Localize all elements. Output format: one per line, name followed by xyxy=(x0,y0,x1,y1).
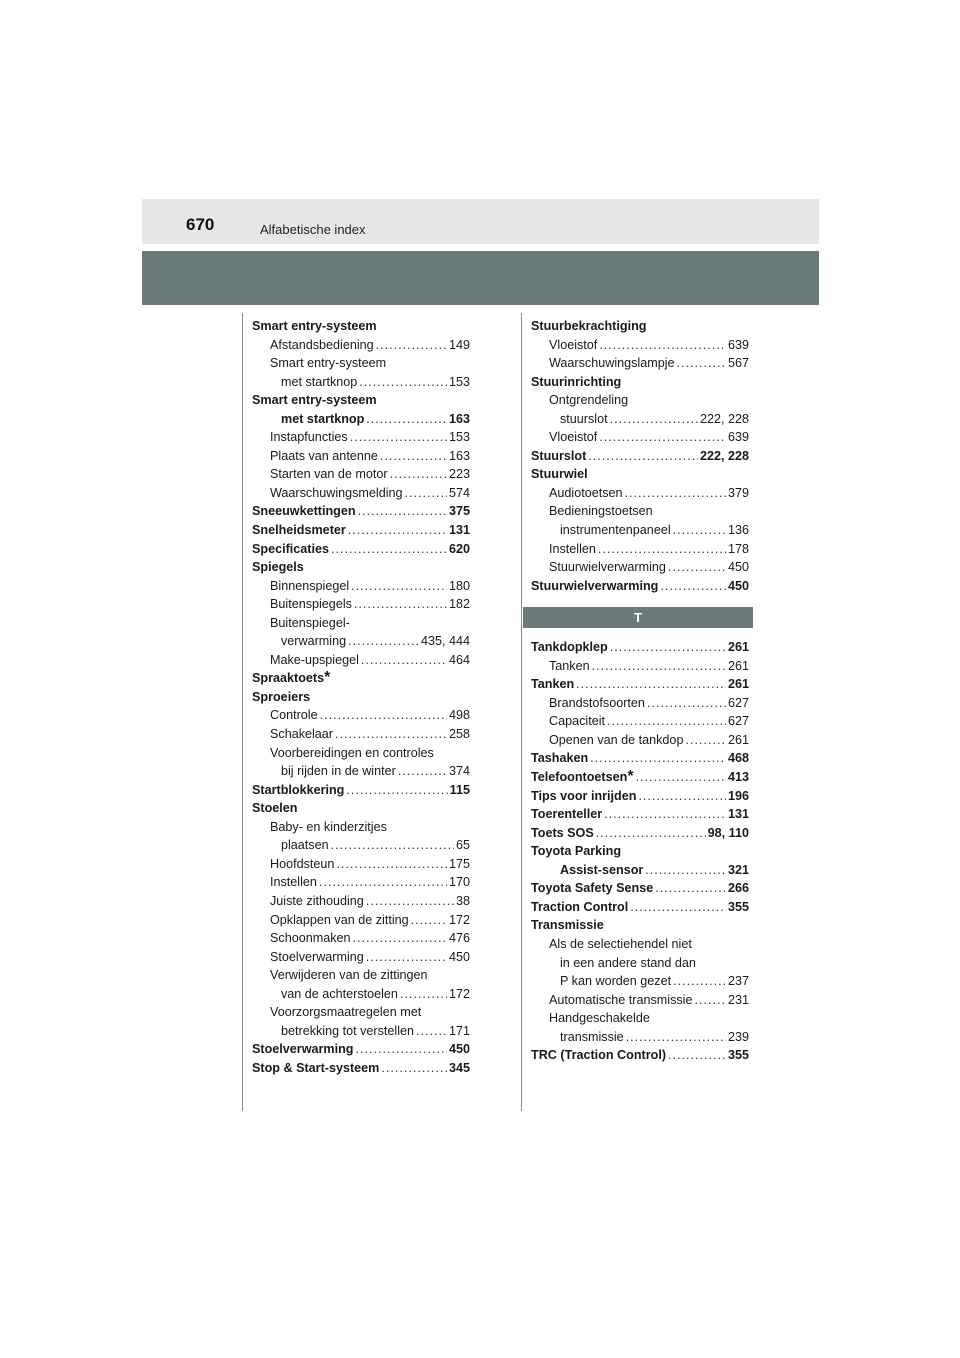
index-entry-term: Make-upspiegel xyxy=(270,652,359,667)
index-entry-term: Telefoontoetsen xyxy=(531,770,628,785)
index-entry-term: Sproeiers xyxy=(252,689,311,704)
index-entry-page: 261 xyxy=(727,732,749,747)
dot-leader xyxy=(599,428,726,447)
index-entry-term: bij rijden in de winter xyxy=(281,764,396,779)
index-entry-term: Tips voor inrijden xyxy=(531,788,637,803)
dot-leader xyxy=(576,675,726,694)
index-group-s-continued xyxy=(531,317,749,595)
index-entry-term: Capaciteit xyxy=(549,714,606,729)
index-entry-term: Binnenspiegel xyxy=(270,578,350,593)
index-entry xyxy=(531,805,749,824)
index-entry-page: 450 xyxy=(448,1042,470,1057)
index-entry xyxy=(252,799,470,818)
index-entry-term: Spiegels xyxy=(252,560,304,575)
index-entry xyxy=(252,391,470,410)
dot-leader xyxy=(390,465,447,484)
index-entry xyxy=(531,898,749,917)
dot-leader xyxy=(655,879,726,898)
index-entry xyxy=(252,1059,470,1078)
index-entry xyxy=(531,354,749,373)
index-entry-term: Tanken xyxy=(549,658,590,673)
section-letter-tab: T xyxy=(523,607,753,628)
index-entry xyxy=(531,465,749,484)
index-entry-term: Juiste zithouding xyxy=(270,893,364,908)
dot-leader xyxy=(610,638,726,657)
dot-leader xyxy=(366,892,454,911)
index-entry-page: 261 xyxy=(727,640,749,655)
index-entry xyxy=(252,762,470,781)
index-entry xyxy=(252,373,470,392)
index-entry-term: Smart entry-systeem xyxy=(270,356,387,371)
index-entry-term: Vloeistof xyxy=(549,430,598,445)
index-entry xyxy=(531,749,749,768)
dot-leader xyxy=(405,484,447,503)
index-entry xyxy=(252,521,470,540)
dot-leader xyxy=(685,731,726,750)
dot-leader xyxy=(354,595,447,614)
index-entry xyxy=(531,787,749,806)
index-entry-term: Brandstofsoorten xyxy=(549,695,645,710)
index-entry-term: Handgeschakelde xyxy=(549,1011,650,1026)
index-entry xyxy=(531,336,749,355)
index-entry-term: Schoonmaken xyxy=(270,931,351,946)
dot-leader xyxy=(596,824,706,843)
index-entry xyxy=(531,447,749,466)
index-entry-term: Tashaken xyxy=(531,751,589,766)
index-entry xyxy=(252,354,470,373)
index-entry-page: 222, 228 xyxy=(699,411,749,426)
index-entry-term: Vloeistof xyxy=(549,337,598,352)
index-entry-page: 574 xyxy=(448,485,470,500)
index-entry xyxy=(252,595,470,614)
index-entry xyxy=(252,744,470,763)
header-band xyxy=(142,251,819,305)
index-entry-term: Toets SOS xyxy=(531,825,594,840)
index-entry-page: 266 xyxy=(727,881,749,896)
index-entry-term: plaatsen xyxy=(281,838,329,853)
index-entry xyxy=(252,558,470,577)
index-entry xyxy=(252,577,470,596)
index-entry-page: 222, 228 xyxy=(699,448,749,463)
dot-leader xyxy=(353,929,447,948)
dot-leader xyxy=(645,861,726,880)
index-entry-term: Traction Control xyxy=(531,899,629,914)
index-entry-page: 639 xyxy=(727,430,749,445)
index-entry xyxy=(531,638,749,657)
index-entry xyxy=(252,911,470,930)
index-entry-page: 131 xyxy=(448,523,470,538)
dot-leader xyxy=(416,1022,447,1041)
index-entry-page: 450 xyxy=(727,560,749,575)
index-entry-term: Buitenspiegels xyxy=(270,597,352,612)
dot-leader xyxy=(348,521,447,540)
index-entry-page: 231 xyxy=(727,992,749,1007)
dot-leader xyxy=(380,447,447,466)
index-entry xyxy=(252,410,470,429)
index-entry xyxy=(531,842,749,861)
dot-leader xyxy=(361,651,447,670)
index-entry xyxy=(252,632,470,651)
dot-leader xyxy=(346,781,447,800)
dot-leader xyxy=(381,1059,447,1078)
dot-leader xyxy=(351,577,447,596)
index-entry-term: Stop & Start-systeem xyxy=(252,1060,380,1075)
dot-leader xyxy=(350,428,447,447)
index-entry xyxy=(531,1028,749,1047)
index-entry xyxy=(252,725,470,744)
index-entry-page: 450 xyxy=(727,578,749,593)
dot-leader xyxy=(398,762,447,781)
dot-leader xyxy=(411,911,447,930)
dot-leader xyxy=(668,558,726,577)
index-entry-term: Stuurslot xyxy=(531,448,587,463)
index-entry xyxy=(252,929,470,948)
index-entry-term: Tanken xyxy=(531,677,575,692)
dot-leader xyxy=(598,540,726,559)
index-entry-page: 345 xyxy=(448,1060,470,1075)
index-entry-page: 468 xyxy=(727,751,749,766)
index-entry-term: Instellen xyxy=(549,541,596,556)
index-entry xyxy=(252,1022,470,1041)
index-entry-page: 115 xyxy=(449,782,470,797)
index-entry-page: 258 xyxy=(448,727,470,742)
dot-leader xyxy=(359,373,447,392)
index-entry-term: Starten van de motor xyxy=(270,467,388,482)
index-entry xyxy=(531,410,749,429)
index-entry xyxy=(531,428,749,447)
index-entry xyxy=(252,855,470,874)
index-entry xyxy=(531,373,749,392)
index-entry-term: Toerenteller xyxy=(531,807,603,822)
index-entry-term: Transmissie xyxy=(531,918,604,933)
index-entry xyxy=(531,694,749,713)
index-entry xyxy=(252,966,470,985)
index-entry-page: 321 xyxy=(727,862,749,877)
index-entry xyxy=(531,861,749,880)
index-entry-term: Stuurbekrachtiging xyxy=(531,319,647,333)
dot-leader xyxy=(376,336,447,355)
index-entry-page: 413 xyxy=(727,770,749,785)
index-entry-term: Als de selectiehendel niet xyxy=(549,936,692,951)
index-entry-term: Snelheidsmeter xyxy=(252,523,346,538)
index-entry-page: 261 xyxy=(727,658,749,673)
index-entry: Telefoontoetsen * ..... 413 xyxy=(531,768,749,787)
index-entry-term: Hoofdsteun xyxy=(270,856,335,871)
index-entry-term: Buitenspiegel- xyxy=(270,615,350,630)
index-column-left xyxy=(252,317,470,1077)
index-entry-page: 237 xyxy=(727,974,749,989)
index-entry xyxy=(531,954,749,973)
index-entry-page: 180 xyxy=(448,578,470,593)
index-entry-page: 498 xyxy=(448,708,470,723)
index-entry xyxy=(531,484,749,503)
index-entry xyxy=(531,991,749,1010)
right-column-rule xyxy=(521,313,522,1111)
index-entry xyxy=(531,972,749,991)
index-entry-term: Startblokkering xyxy=(252,782,345,797)
index-entry-page: 261 xyxy=(727,677,749,692)
index-entry-term: Verwijderen van de zittingen xyxy=(270,968,428,983)
index-entry xyxy=(531,824,749,843)
index-entry-term: Tankdopklep xyxy=(531,640,608,655)
index-entry xyxy=(252,836,470,855)
index-entry-term: Plaats van antenne xyxy=(270,448,378,463)
dot-leader xyxy=(647,694,726,713)
index-entry xyxy=(252,428,470,447)
index-entry-term: Instapfuncties xyxy=(270,430,348,445)
index-entry-term: Waarschuwingsmelding xyxy=(270,485,403,500)
dot-leader xyxy=(358,502,447,521)
index-entry xyxy=(252,484,470,503)
index-entry: Spraaktoets * xyxy=(252,669,331,687)
index-entry xyxy=(252,447,470,466)
dot-leader xyxy=(366,410,447,429)
index-entry-term: Baby- en kinderzitjes xyxy=(270,819,387,834)
index-entry-term: Sneeuwkettingen xyxy=(252,504,356,519)
index-entry xyxy=(252,540,470,559)
index-entry-term: verwarming xyxy=(281,634,347,649)
index-entry-page: 170 xyxy=(448,875,470,890)
index-entry-page: 435, 444 xyxy=(420,634,470,649)
index-entry xyxy=(531,577,749,596)
index-entry-term: Audiotoetsen xyxy=(549,485,623,500)
index-entry xyxy=(531,675,749,694)
index-entry-page: 178 xyxy=(727,541,749,556)
dot-leader xyxy=(592,657,726,676)
dot-leader xyxy=(590,749,726,768)
index-entry xyxy=(531,879,749,898)
index-entry-page: 627 xyxy=(727,695,749,710)
index-entry-page: 171 xyxy=(448,1023,470,1038)
index-entry xyxy=(252,614,470,633)
dot-leader xyxy=(677,354,726,373)
index-entry-page: 98, 110 xyxy=(707,825,749,840)
index-entry xyxy=(531,1046,749,1065)
index-entry-page: 38 xyxy=(455,893,470,908)
index-entry-term: Smart entry-systeem xyxy=(252,319,377,333)
index-entry xyxy=(252,1040,470,1059)
index-entry-term: Afstandsbediening xyxy=(270,337,374,352)
index-entry-page: 172 xyxy=(448,986,470,1001)
index-entry-term: Bedieningstoetsen xyxy=(549,504,653,519)
index-column-right xyxy=(531,317,749,1065)
index-entry xyxy=(252,892,470,911)
index-entry-page: 223 xyxy=(448,467,470,482)
index-entry-page: 153 xyxy=(448,430,470,445)
index-entry xyxy=(531,391,749,410)
index-entry-page: 374 xyxy=(448,764,470,779)
index-entry xyxy=(252,781,470,800)
dot-leader xyxy=(588,447,698,466)
index-entry xyxy=(252,502,470,521)
left-column-rule xyxy=(242,313,243,1111)
index-entry-page: 131 xyxy=(727,807,749,822)
index-entry xyxy=(531,935,749,954)
index-entry-page: 355 xyxy=(727,899,749,914)
index-entry-term: Ontgrendeling xyxy=(549,393,629,408)
dot-leader xyxy=(638,787,726,806)
index-entry-page: 567 xyxy=(727,356,749,371)
dot-leader xyxy=(599,336,726,355)
index-entry-term: Instellen xyxy=(270,875,317,890)
index-entry-term: Opklappen van de zitting xyxy=(270,912,409,927)
index-entry-term: Waarschuwingslampje xyxy=(549,356,675,371)
index-entry-term: Stuurwielverwarming xyxy=(531,578,659,593)
index-entry-page: 182 xyxy=(448,597,470,612)
index-entry xyxy=(531,657,749,676)
dot-leader xyxy=(626,1028,726,1047)
index-entry-term: Toyota Safety Sense xyxy=(531,881,654,896)
index-entry-term: stuurslot xyxy=(560,411,608,426)
index-entry xyxy=(252,706,470,725)
dot-leader xyxy=(607,712,726,731)
index-entry xyxy=(252,465,470,484)
index-entry xyxy=(252,948,470,967)
dot-leader xyxy=(336,855,447,874)
page-title: Alfabetische index xyxy=(260,222,366,237)
index-entry-term: in een andere stand dan xyxy=(560,955,696,970)
index-entry-term: Stuurinrichting xyxy=(531,374,622,389)
index-entry xyxy=(531,317,749,336)
index-entry-page: 239 xyxy=(727,1029,749,1044)
dot-leader xyxy=(673,521,726,540)
dot-leader xyxy=(400,985,447,1004)
index-entry xyxy=(531,540,749,559)
index-entry-page: 355 xyxy=(727,1048,749,1063)
index-entry-page: 163 xyxy=(448,448,470,463)
index-entry xyxy=(252,818,470,837)
index-entry xyxy=(252,651,470,670)
dot-leader xyxy=(694,991,726,1010)
index-entry-page: 375 xyxy=(448,504,470,519)
dot-leader xyxy=(366,948,447,967)
index-entry-term: betrekking tot verstellen xyxy=(281,1023,415,1038)
dot-leader xyxy=(319,873,447,892)
index-entry-page: 136 xyxy=(727,523,749,538)
index-entry xyxy=(531,1009,749,1028)
dot-leader xyxy=(335,725,447,744)
index-entry xyxy=(531,916,749,935)
dot-leader xyxy=(348,632,419,651)
index-entry-term: Stoelen xyxy=(252,801,298,816)
dot-leader xyxy=(625,484,726,503)
index-entry xyxy=(252,873,470,892)
index-entry xyxy=(252,1003,470,1022)
index-entry-term: Schakelaar xyxy=(270,727,334,742)
index-entry-term: transmissie xyxy=(560,1029,624,1044)
index-entry xyxy=(531,558,749,577)
index-entry-page: 149 xyxy=(448,337,470,352)
dot-leader xyxy=(673,972,726,991)
index-entry-page: 163 xyxy=(448,411,470,426)
index-entry-term: Specificaties xyxy=(252,541,330,556)
index-entry-term: Assist-sensor xyxy=(560,862,644,877)
dot-leader xyxy=(331,540,447,559)
index-entry xyxy=(252,985,470,1004)
dot-leader xyxy=(604,805,726,824)
index-entry-term: Stuurwiel xyxy=(531,467,588,482)
index-entry-term: Stuurwielverwarming xyxy=(549,560,666,575)
index-entry-term: Stoelverwarming xyxy=(270,949,364,964)
index-entry-term: Toyota Parking xyxy=(531,844,622,859)
index-entry xyxy=(252,317,470,336)
index-entry-term: instrumentenpaneel xyxy=(560,523,671,538)
index-entry-term: Smart entry-systeem xyxy=(252,393,377,408)
index-entry-page: 627 xyxy=(727,714,749,729)
dot-leader xyxy=(320,706,447,725)
index-group-t xyxy=(531,638,749,1065)
index-entry xyxy=(531,712,749,731)
index-entry-page: 464 xyxy=(448,652,470,667)
index-entry xyxy=(531,731,749,750)
index-entry-term: Stoelverwarming xyxy=(252,1042,354,1057)
index-entry-page: 65 xyxy=(455,838,470,853)
index-entry xyxy=(252,336,470,355)
index-entry-term: Voorzorgsmaatregelen met xyxy=(270,1005,422,1020)
index-entry-page: 172 xyxy=(448,912,470,927)
index-entry-page: 175 xyxy=(448,856,470,871)
index-entry-term: Automatische transmissie xyxy=(549,992,693,1007)
index-entry xyxy=(252,688,470,707)
index-entry-page: 476 xyxy=(448,931,470,946)
dot-leader xyxy=(355,1040,447,1059)
dot-leader xyxy=(636,768,726,787)
index-entry-page: 620 xyxy=(448,541,470,556)
index-entry xyxy=(531,502,749,521)
page-header xyxy=(142,199,819,244)
index-entry-term: Openen van de tankdop xyxy=(549,732,684,747)
index-entry-term: TRC (Traction Control) xyxy=(531,1048,667,1063)
index-entry xyxy=(531,521,749,540)
dot-leader xyxy=(610,410,698,429)
index-entry-page: 153 xyxy=(448,374,470,389)
index-entry-term: Spraaktoets xyxy=(252,671,325,686)
index-entry-term: Controle xyxy=(270,708,318,723)
index-entry-term: Voorbereidingen en controles xyxy=(270,745,434,760)
index-entry-term: met startknop xyxy=(281,411,365,426)
page-number: 670 xyxy=(186,215,215,234)
index-entry-term: met startknop xyxy=(281,374,358,389)
index-entry-page: 450 xyxy=(448,949,470,964)
index-entry-page: 639 xyxy=(727,337,749,352)
dot-leader xyxy=(630,898,726,917)
index-entry-term: P kan worden gezet xyxy=(560,974,672,989)
dot-leader xyxy=(331,836,454,855)
dot-leader xyxy=(660,577,726,596)
index-entry-term: van de achterstoelen xyxy=(281,986,398,1001)
index-entry-page: 379 xyxy=(727,485,749,500)
dot-leader xyxy=(668,1046,726,1065)
index-entry-page: 196 xyxy=(727,788,749,803)
